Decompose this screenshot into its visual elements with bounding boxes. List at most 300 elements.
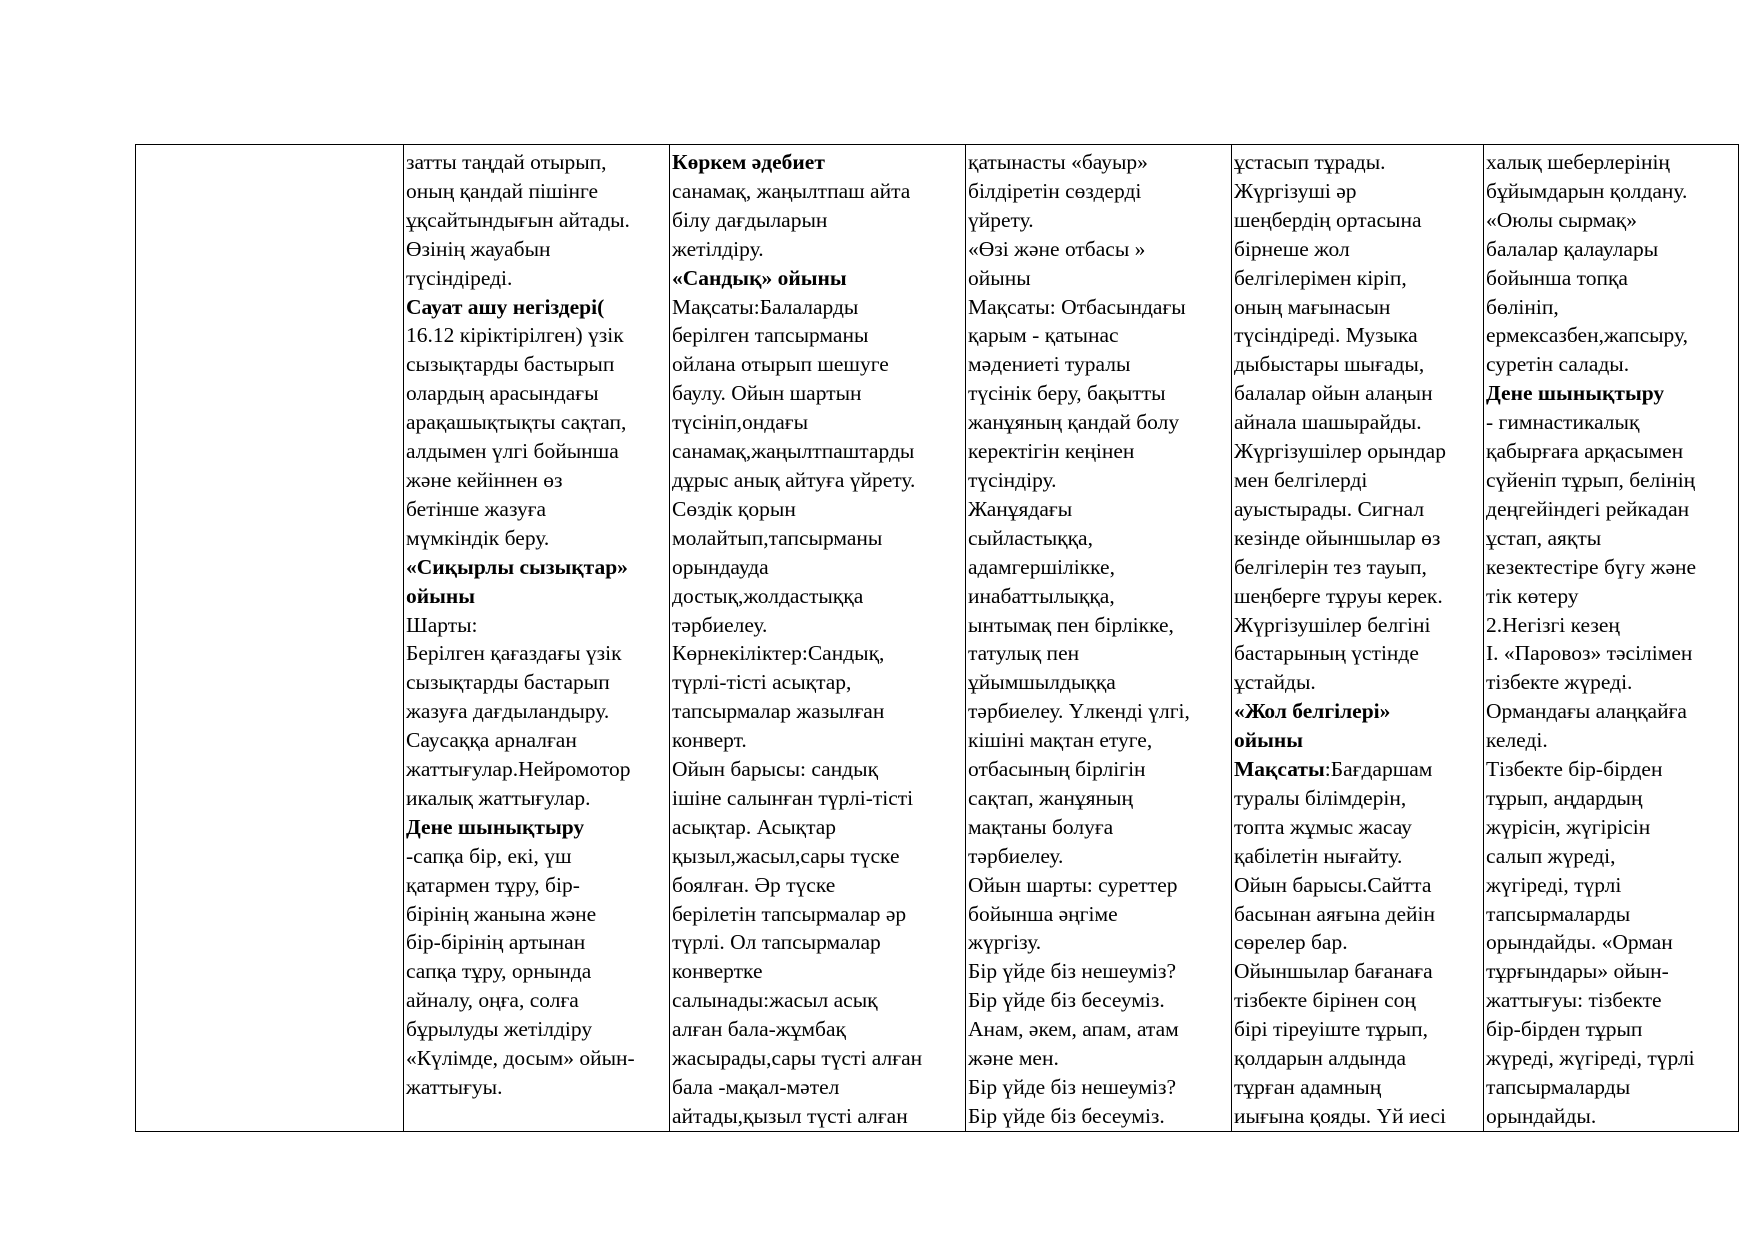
text-line <box>406 524 667 553</box>
text-line <box>406 408 667 437</box>
line-text: «Өзі және отбасы » <box>968 236 1146 261</box>
line-text: дұрыс анық айтуға үйрету. <box>672 467 916 492</box>
text-line <box>968 611 1229 640</box>
line-text: мәдениеті туралы <box>968 352 1131 377</box>
text-line <box>1486 437 1736 466</box>
line-text: Жүргізушілер белгіні <box>1234 612 1431 637</box>
bold-heading-text: «Жол белгілері» <box>1234 699 1391 724</box>
text-line <box>1234 668 1481 697</box>
text-line <box>406 177 667 206</box>
line-text: Анам, әкем, апам, атам <box>968 1017 1179 1042</box>
text-line <box>1234 957 1481 986</box>
line-text: Ойын барысы.Сайтта <box>1234 872 1432 897</box>
text-line <box>1486 466 1736 495</box>
line-text: балалар қалаулары <box>1486 236 1659 261</box>
line-text: айналу, оңға, солға <box>406 988 579 1013</box>
line-text: белгілерін тез тауып, <box>1234 554 1427 579</box>
line-text: сүйеніп тұрып, белінің <box>1486 467 1696 492</box>
line-text: Көрнекіліктер:Сандық, <box>672 641 885 666</box>
line-text: қабырғаға арқасымен <box>1486 439 1684 464</box>
line-text: жүгіреді, түрлі <box>1486 872 1622 897</box>
line-text: Жанұядағы <box>968 496 1073 521</box>
text-line <box>1234 582 1481 611</box>
line-text: кезектестіре бүгу және <box>1486 554 1697 579</box>
line-text: тізбекте бірінен соң <box>1234 988 1416 1013</box>
line-text: Ойын шарты: суреттер <box>968 872 1178 897</box>
text-line <box>406 1015 667 1044</box>
bold-heading-text: Көркем әдебиет <box>672 150 825 174</box>
line-text: орындайды. «Орман <box>1486 930 1673 955</box>
line-text: туралы білімдерін, <box>1234 785 1407 810</box>
text-line <box>672 842 963 871</box>
text-line <box>406 611 667 640</box>
text-line <box>406 1073 667 1102</box>
line-text: ермексазбен,жапсыру, <box>1486 323 1688 348</box>
line-text: орындауда <box>672 554 769 579</box>
text-line <box>672 871 963 900</box>
text-line <box>406 697 667 726</box>
text-line <box>1486 900 1736 929</box>
line-text: тұрғындары» ойын- <box>1486 959 1669 984</box>
text-line <box>1234 495 1481 524</box>
line-text: келеді. <box>1486 728 1548 753</box>
line-text: ойлана отырып шешуге <box>672 352 889 377</box>
text-line <box>672 148 963 177</box>
line-text: деңгейіндегі рейкадан <box>1486 496 1690 521</box>
text-line <box>968 177 1229 206</box>
text-line <box>1234 986 1481 1015</box>
line-text: жүрісін, жүгірісін <box>1486 814 1651 839</box>
text-line <box>406 206 667 235</box>
text-line <box>672 957 963 986</box>
line-text: түсіндіреді. Музыка <box>1234 323 1418 348</box>
line-text: тәрбиелеу. <box>968 843 1064 868</box>
text-line <box>406 726 667 755</box>
line-text: алдымен үлгі бойынша <box>406 439 619 464</box>
text-line <box>968 264 1229 293</box>
lesson-plan-table <box>135 144 1739 1132</box>
line-text: мақтаны болуға <box>968 814 1114 839</box>
line-text: жүргізу. <box>968 930 1042 955</box>
text-line <box>1234 437 1481 466</box>
line-text: бір-бірден тұрып <box>1486 1017 1643 1042</box>
text-line <box>1486 1102 1736 1131</box>
text-line <box>406 668 667 697</box>
line-text: берілетін тапсырмалар әр <box>672 901 907 926</box>
line-text: алған бала-жұмбақ <box>672 1017 846 1042</box>
text-line <box>1234 379 1481 408</box>
line-text: сызықтарды бастарып <box>406 670 610 695</box>
text-line <box>968 524 1229 553</box>
line-text: бойынша әңгіме <box>968 901 1118 926</box>
line-text: қызыл,жасыл,сары түске <box>672 843 900 868</box>
text-line <box>968 957 1229 986</box>
line-text: Ойын барысы: сандық <box>672 757 879 782</box>
text-line <box>1234 900 1481 929</box>
line-text: кішіні мақтан етуге, <box>968 728 1153 753</box>
line-text: бастарының үстінде <box>1234 641 1419 666</box>
text-line <box>968 986 1229 1015</box>
text-line <box>1234 524 1481 553</box>
text-line <box>406 495 667 524</box>
text-line <box>1486 986 1736 1015</box>
text-line <box>1234 553 1481 582</box>
line-text: конверт. <box>672 728 747 753</box>
text-line <box>406 755 667 784</box>
line-text: Бір үйде біз бесеуміз. <box>968 988 1165 1013</box>
line-text: тізбекте жүреді. <box>1486 670 1633 695</box>
text-line <box>406 986 667 1015</box>
line-text: -сапқа бір, екі, үш <box>406 843 572 868</box>
text-line <box>406 639 667 668</box>
line-text: мүмкіндік беру. <box>406 525 550 550</box>
line-text: татулық пен <box>968 641 1080 666</box>
line-text: молайтып,тапсырманы <box>672 525 883 550</box>
text-line <box>968 495 1229 524</box>
text-line <box>672 582 963 611</box>
line-text: оның қандай пішінге <box>406 178 599 203</box>
line-text: Ормандағы алаңқайға <box>1486 699 1687 724</box>
line-text: халық шеберлерінің <box>1486 150 1670 174</box>
line-text: жасырады,сары түсті алған <box>672 1046 923 1071</box>
line-text: инабаттылыққа, <box>968 583 1115 608</box>
text-line <box>1486 1073 1736 1102</box>
text-line <box>672 206 963 235</box>
text-line <box>672 1073 963 1102</box>
bold-heading-text: «Сиқырлы сызықтар» <box>406 554 628 579</box>
line-text: түсініп,ондағы <box>672 410 809 435</box>
text-line <box>406 813 667 842</box>
line-text: Саусаққа арналған <box>406 728 577 753</box>
text-line <box>1486 148 1736 177</box>
line-text: Бір үйде біз бесеуміз. <box>968 1103 1165 1128</box>
bold-heading-text: Сауат ашу негіздері( <box>406 294 605 319</box>
line-text: қабілетін нығайту. <box>1234 843 1403 868</box>
text-line <box>406 437 667 466</box>
text-line <box>1234 408 1481 437</box>
line-text: Бір үйде біз нешеуміз? <box>968 959 1177 984</box>
text-line <box>1234 639 1481 668</box>
text-line <box>1234 466 1481 495</box>
text-line <box>672 639 963 668</box>
line-text: бірі тіреуіште тұрып, <box>1234 1017 1428 1042</box>
text-line <box>1234 784 1481 813</box>
line-text: кезінде ойыншылар өз <box>1234 525 1441 550</box>
bold-heading-text: «Сандық» ойыны <box>672 265 847 290</box>
text-line <box>968 437 1229 466</box>
bold-heading-text: Дене шынықтыру <box>406 814 585 839</box>
text-line <box>1486 582 1736 611</box>
text-line <box>968 1044 1229 1073</box>
text-line <box>672 1015 963 1044</box>
text-line <box>672 524 963 553</box>
text-line <box>1234 1102 1481 1131</box>
line-text: айтады,қызыл түсті алған <box>672 1103 908 1128</box>
line-text: Берілген қағаздағы үзік <box>406 641 622 666</box>
text-line <box>968 582 1229 611</box>
line-text: тұрған адамның <box>1234 1075 1382 1099</box>
line-text: жаттығуы: тізбекте <box>1486 988 1662 1013</box>
line-text: Мақсаты:Балаларды <box>672 294 859 319</box>
line-text: тік көтеру <box>1486 583 1579 608</box>
line-text: ойыны <box>968 265 1031 290</box>
family-game-column-cell <box>966 145 1232 1132</box>
text-line <box>1486 206 1736 235</box>
text-line <box>1234 726 1481 755</box>
text-line <box>1234 350 1481 379</box>
line-text: сыйластыққа, <box>968 525 1093 550</box>
text-line <box>406 1044 667 1073</box>
line-text: Бір үйде біз нешеуміз? <box>968 1075 1177 1099</box>
line-text: жаттығулар.Нейромотор <box>406 757 631 782</box>
text-line <box>672 986 963 1015</box>
line-text: ұстап, аяқты <box>1486 525 1602 550</box>
line-text: жаттығуы. <box>406 1075 503 1099</box>
line-text: Жүргізушілер орындар <box>1234 439 1446 464</box>
line-text: түрлі-тісті асықтар, <box>672 670 852 695</box>
text-line <box>1486 639 1736 668</box>
text-line <box>1486 957 1736 986</box>
line-text: жетілдіру. <box>672 236 764 261</box>
text-line <box>1486 813 1736 842</box>
line-text: І. «Паровоз» тәсілімен <box>1486 641 1693 666</box>
text-line <box>406 871 667 900</box>
text-line <box>1486 379 1736 408</box>
line-text: адамгершілікке, <box>968 554 1115 579</box>
line-text: асықтар. Асықтар <box>672 814 837 839</box>
bold-heading-text: ойыны <box>1234 728 1304 753</box>
line-text: Тізбекте бір-бірден <box>1486 757 1663 782</box>
line-text: бұйымдарын қолдану. <box>1486 178 1688 203</box>
text-line <box>1486 293 1736 322</box>
line-text: бала -мақал-мәтел <box>672 1075 840 1099</box>
text-line <box>968 350 1229 379</box>
text-line <box>968 1102 1229 1131</box>
text-line <box>968 148 1229 177</box>
line-text: керектігін кеңінен <box>968 439 1135 464</box>
text-line <box>672 900 963 929</box>
text-line <box>1486 321 1736 350</box>
line-text: санамақ,жаңылтпаштарды <box>672 439 915 464</box>
text-line <box>672 611 963 640</box>
line-text: ынтымақ пен бірлікке, <box>968 612 1174 637</box>
text-line <box>1234 755 1481 784</box>
text-line <box>672 755 963 784</box>
text-line <box>672 1102 963 1131</box>
line-text: жүреді, жүгіреді, түрлі <box>1486 1046 1695 1071</box>
line-text: сызықтарды бастырып <box>406 352 615 377</box>
line-text: қатынасты «бауыр» <box>968 150 1148 174</box>
text-line <box>1486 350 1736 379</box>
line-text-continuation: :Бағдаршам <box>1324 757 1433 782</box>
text-line <box>1234 148 1481 177</box>
text-line <box>1234 235 1481 264</box>
line-text: «Күлімде, досым» ойын- <box>406 1046 635 1071</box>
line-text: салынады:жасыл асық <box>672 988 878 1013</box>
line-text: ұқсайтындығын айтады. <box>406 207 630 232</box>
text-line <box>1486 726 1736 755</box>
text-line <box>672 668 963 697</box>
text-line <box>1486 668 1736 697</box>
text-line <box>672 350 963 379</box>
line-text: бөлініп, <box>1486 294 1559 319</box>
text-line <box>672 437 963 466</box>
line-text: білу дағдыларын <box>672 207 828 232</box>
line-text: берілген тапсырманы <box>672 323 869 348</box>
line-text: тапсырмаларды <box>1486 1075 1631 1099</box>
text-line <box>1234 293 1481 322</box>
line-text: ұйымшылдыққа <box>968 670 1116 695</box>
line-text: қолдарын алдында <box>1234 1046 1407 1071</box>
line-text: ұстайды. <box>1234 670 1316 695</box>
line-text: боялған. Әр түске <box>672 872 836 897</box>
text-line <box>1234 697 1481 726</box>
text-line <box>672 1044 963 1073</box>
literacy-column-cell <box>404 145 670 1132</box>
text-line <box>672 553 963 582</box>
line-text: бетінше жазуға <box>406 496 547 521</box>
text-line <box>1486 553 1736 582</box>
line-text: тәрбиелеу. Үлкенді үлгі, <box>968 699 1190 724</box>
line-text: білдіретін сөздерді <box>968 178 1142 203</box>
text-line <box>406 928 667 957</box>
text-line <box>1486 1044 1736 1073</box>
line-text: белгілерімен кіріп, <box>1234 265 1407 290</box>
text-line <box>1234 177 1481 206</box>
text-line <box>672 697 963 726</box>
text-line <box>1486 524 1736 553</box>
text-line <box>1234 871 1481 900</box>
line-text: икалық жаттығулар. <box>406 785 591 810</box>
text-line <box>968 408 1229 437</box>
line-text: «Оюлы сырмақ» <box>1486 207 1637 232</box>
line-text: сақтап, жанұяның <box>968 785 1133 810</box>
text-line <box>968 900 1229 929</box>
text-line <box>1486 871 1736 900</box>
line-text: иығына қояды. Үй иесі <box>1234 1103 1446 1128</box>
line-text: бірнеше жол <box>1234 236 1350 261</box>
text-line <box>968 755 1229 784</box>
text-line <box>968 235 1229 264</box>
line-text: жазуға дағдыландыру. <box>406 699 610 724</box>
line-text: үйрету. <box>968 207 1034 232</box>
text-line <box>672 408 963 437</box>
text-line <box>672 379 963 408</box>
text-line <box>1486 264 1736 293</box>
line-text: түрлі. Ол тапсырмалар <box>672 930 881 955</box>
text-line <box>1234 611 1481 640</box>
line-text: топта жұмыс жасау <box>1234 814 1412 839</box>
text-line <box>672 466 963 495</box>
text-line <box>968 784 1229 813</box>
line-text: бұрылуды жетілдіру <box>406 1017 593 1042</box>
bold-heading-text: Дене шынықтыру <box>1486 381 1665 406</box>
line-text: және кейіннен өз <box>406 467 563 492</box>
text-line <box>406 293 667 322</box>
line-text: ішіне салынған түрлі-тісті <box>672 785 914 810</box>
line-text: мен белгілерді <box>1234 467 1368 492</box>
text-line <box>1234 813 1481 842</box>
text-line <box>406 900 667 929</box>
text-line <box>968 668 1229 697</box>
line-text: - гимнастикалық <box>1486 410 1640 435</box>
text-line <box>406 350 667 379</box>
text-line <box>406 842 667 871</box>
line-text: түсіндіреді. <box>406 265 513 290</box>
road-signs-column-cell <box>1232 145 1484 1132</box>
line-text: бір-бірінің артынан <box>406 930 586 955</box>
literature-column-cell <box>670 145 966 1132</box>
line-text: басынан аяғына дейін <box>1234 901 1435 926</box>
text-line <box>672 928 963 957</box>
line-text: дыбыстары шығады, <box>1234 352 1425 377</box>
text-line <box>968 639 1229 668</box>
line-text: конвертке <box>672 959 763 984</box>
text-line <box>968 1073 1229 1102</box>
line-text: шеңбердің ортасына <box>1234 207 1422 232</box>
text-line <box>1234 264 1481 293</box>
text-line <box>1486 928 1736 957</box>
text-line <box>1486 1015 1736 1044</box>
line-text: салып жүреді, <box>1486 843 1616 868</box>
text-line <box>968 813 1229 842</box>
line-text: оның мағынасын <box>1234 294 1391 319</box>
line-text: тәрбиелеу. <box>672 612 768 637</box>
line-text: түсіндіру. <box>968 467 1057 492</box>
line-text: арақашықтықты сақтап, <box>406 410 627 435</box>
line-text: сапқа тұру, орнында <box>406 959 592 984</box>
text-line <box>1486 842 1736 871</box>
line-text: тұрып, аңдардың <box>1486 785 1643 810</box>
bold-heading-text: ойыны <box>406 583 476 608</box>
empty-label-cell <box>136 145 404 1132</box>
text-line <box>968 726 1229 755</box>
line-text: отбасының бірлігін <box>968 757 1146 782</box>
text-line <box>1234 1015 1481 1044</box>
line-text: сөрелер бар. <box>1234 930 1348 955</box>
line-text: тапсырмаларды <box>1486 901 1631 926</box>
line-text: орындайды. <box>1486 1103 1597 1128</box>
line-text: баулу. Ойын шартын <box>672 381 862 406</box>
line-text: балалар ойын алаңын <box>1234 381 1433 406</box>
text-line <box>406 466 667 495</box>
text-line <box>406 379 667 408</box>
line-text: санамақ, жаңылтпаш айта <box>672 178 911 203</box>
text-line <box>1486 235 1736 264</box>
text-line <box>672 293 963 322</box>
text-line <box>406 957 667 986</box>
line-text: қатармен тұру, бір- <box>406 872 580 897</box>
line-text: ұстасып тұрады. <box>1234 150 1386 174</box>
text-line <box>672 235 963 264</box>
text-line <box>1486 755 1736 784</box>
line-text: жанұяның қандай болу <box>968 410 1180 435</box>
line-text: ауыстырады. Сигнал <box>1234 496 1425 521</box>
text-line <box>672 784 963 813</box>
table-row <box>136 145 1739 1132</box>
line-text: тапсырмалар жазылған <box>672 699 885 724</box>
text-line <box>1486 784 1736 813</box>
text-line <box>672 726 963 755</box>
text-line <box>406 235 667 264</box>
line-text: және мен. <box>968 1046 1059 1071</box>
text-line <box>672 495 963 524</box>
text-line <box>406 784 667 813</box>
text-line <box>406 264 667 293</box>
text-line <box>1234 842 1481 871</box>
physical-education-column-cell <box>1484 145 1739 1132</box>
text-line <box>968 697 1229 726</box>
